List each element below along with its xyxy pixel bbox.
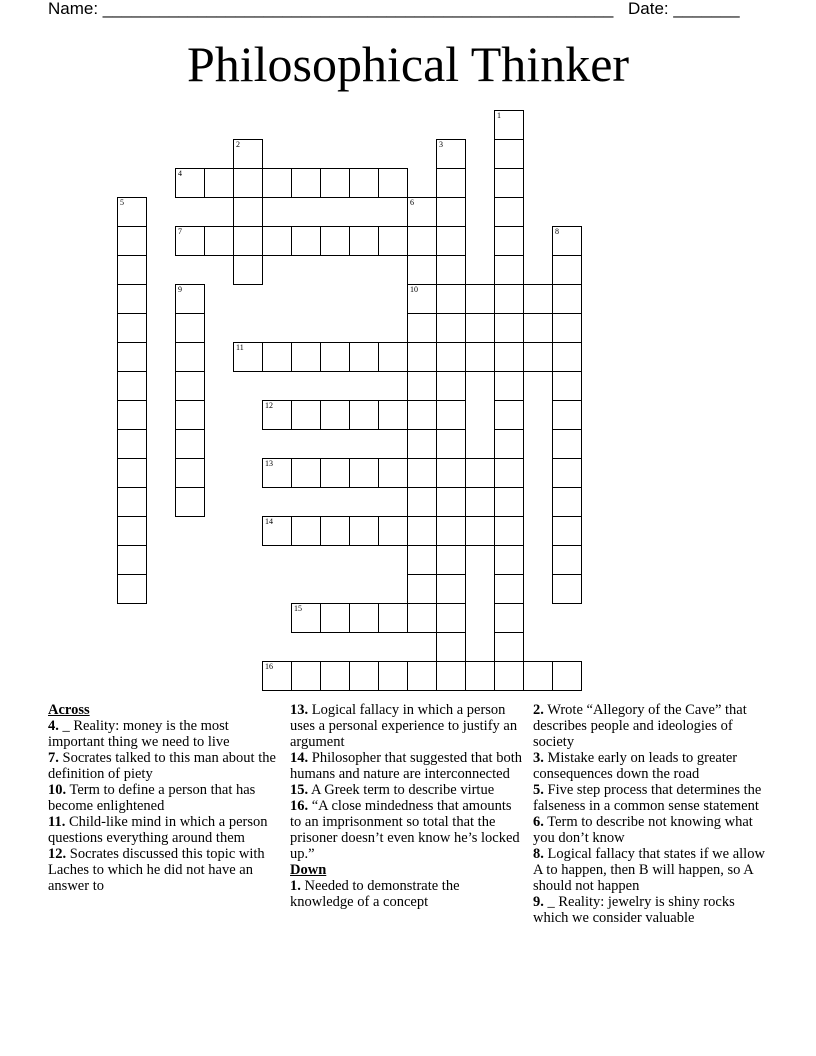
crossword-cell[interactable] xyxy=(407,371,437,401)
crossword-cell[interactable] xyxy=(349,226,379,256)
cell-number: 12 xyxy=(265,401,273,410)
crossword-cell[interactable] xyxy=(349,516,379,546)
crossword-cell[interactable] xyxy=(407,197,437,227)
crossword-cell[interactable] xyxy=(407,661,437,691)
crossword-cell[interactable] xyxy=(494,226,524,256)
clue-text: _ Reality: money is the most important thing we need to live xyxy=(48,718,230,750)
crossword-cell[interactable] xyxy=(465,458,495,488)
crossword-cell[interactable] xyxy=(552,284,582,314)
crossword-cell[interactable] xyxy=(407,545,437,575)
crossword-cell[interactable] xyxy=(175,371,205,401)
crossword-cell[interactable] xyxy=(407,429,437,459)
crossword-cell[interactable] xyxy=(552,255,582,285)
clue-text: Term to describe not knowing what you don’t know xyxy=(533,814,753,846)
crossword-cell[interactable] xyxy=(436,371,466,401)
crossword-cell[interactable] xyxy=(494,342,524,372)
crossword-cell[interactable] xyxy=(552,545,582,575)
crossword-cell[interactable] xyxy=(320,342,350,372)
clue-text: Philosopher that suggested that both humans and nature are interconnected xyxy=(290,750,522,782)
crossword-cell[interactable] xyxy=(436,226,466,256)
clue-number: 16. xyxy=(290,798,309,814)
crossword-cell[interactable] xyxy=(262,342,292,372)
crossword-cell[interactable] xyxy=(349,603,379,633)
clue-text: A Greek term to describe virtue xyxy=(308,782,495,798)
cell-number: 7 xyxy=(178,227,182,236)
crossword-cell[interactable] xyxy=(204,226,234,256)
crossword-cell[interactable] xyxy=(436,168,466,198)
crossword-cell[interactable] xyxy=(436,487,466,517)
crossword-cell[interactable] xyxy=(407,284,437,314)
crossword-cell[interactable] xyxy=(552,458,582,488)
crossword-cell[interactable] xyxy=(436,458,466,488)
clue-item xyxy=(533,846,769,894)
cell-number: 6 xyxy=(410,198,414,207)
clue-text: Mistake early on leads to greater consequences down the road xyxy=(533,750,738,782)
cell-number: 13 xyxy=(265,459,273,468)
crossword-cell[interactable] xyxy=(552,487,582,517)
crossword-cell[interactable] xyxy=(407,574,437,604)
crossword-cell[interactable] xyxy=(175,487,205,517)
crossword-cell[interactable] xyxy=(320,168,350,198)
clues-column-1 xyxy=(48,702,280,894)
crossword-cell[interactable] xyxy=(349,661,379,691)
crossword-cell[interactable] xyxy=(552,516,582,546)
crossword-cell[interactable] xyxy=(494,313,524,343)
crossword-cell[interactable] xyxy=(552,400,582,430)
crossword-cell[interactable] xyxy=(262,516,292,546)
clue-item xyxy=(533,814,769,846)
cell-number: 11 xyxy=(236,343,244,352)
crossword-cell[interactable] xyxy=(349,342,379,372)
crossword-cell[interactable] xyxy=(552,574,582,604)
clue-text: _ Reality: jewelry is shiny rocks which we consider valuable xyxy=(533,894,735,926)
crossword-cell[interactable] xyxy=(117,255,147,285)
crossword-cell[interactable] xyxy=(117,458,147,488)
crossword-cell[interactable] xyxy=(320,400,350,430)
crossword-cell[interactable] xyxy=(175,226,205,256)
crossword-cell[interactable] xyxy=(494,545,524,575)
crossword-cell[interactable] xyxy=(320,661,350,691)
crossword-cell[interactable] xyxy=(262,458,292,488)
crossword-cell[interactable] xyxy=(378,603,408,633)
clue-text: Five step process that determines the falseness in a common sense statement xyxy=(533,782,762,814)
crossword-cell[interactable] xyxy=(407,226,437,256)
crossword-cell[interactable] xyxy=(378,342,408,372)
across-heading: Across xyxy=(48,702,90,718)
clue-item xyxy=(48,750,280,782)
crossword-cell[interactable] xyxy=(378,400,408,430)
crossword-cell[interactable] xyxy=(407,342,437,372)
clue-item xyxy=(290,798,526,862)
cell-number: 5 xyxy=(120,198,124,207)
clue-number: 10. xyxy=(48,782,67,798)
crossword-cell[interactable] xyxy=(291,168,321,198)
crossword-cell[interactable] xyxy=(233,255,263,285)
clue-number: 4. xyxy=(48,718,59,734)
crossword-cell[interactable] xyxy=(117,429,147,459)
clue-item xyxy=(48,718,280,750)
crossword-cell[interactable] xyxy=(349,400,379,430)
crossword-cell[interactable] xyxy=(494,168,524,198)
crossword-cell[interactable] xyxy=(436,429,466,459)
crossword-cell[interactable] xyxy=(117,226,147,256)
cell-number: 2 xyxy=(236,140,240,149)
crossword-cell[interactable] xyxy=(233,342,263,372)
crossword-cell[interactable] xyxy=(117,342,147,372)
crossword-cell[interactable] xyxy=(494,429,524,459)
clue-number: 3. xyxy=(533,750,544,766)
cell-number: 1 xyxy=(497,111,501,120)
crossword-cell[interactable] xyxy=(378,661,408,691)
cell-number: 15 xyxy=(294,604,302,613)
crossword-cell[interactable] xyxy=(262,168,292,198)
clue-text: “A close mindedness that amounts to an imprisonment so total that the prisoner doesn’t even know he’s locked up.” xyxy=(290,798,520,862)
clue-number: 1. xyxy=(290,878,301,894)
clues-column-3 xyxy=(533,702,769,926)
crossword-cell[interactable] xyxy=(320,226,350,256)
crossword-cell[interactable] xyxy=(436,139,466,169)
crossword-cell[interactable] xyxy=(465,661,495,691)
clue-item xyxy=(533,702,769,750)
clue-number: 11. xyxy=(48,814,66,830)
crossword-cell[interactable] xyxy=(552,313,582,343)
crossword-cell[interactable] xyxy=(465,516,495,546)
crossword-cell[interactable] xyxy=(494,197,524,227)
clue-item xyxy=(290,750,526,782)
crossword-cell[interactable] xyxy=(436,400,466,430)
crossword-cell[interactable] xyxy=(378,458,408,488)
clue-number: 13. xyxy=(290,702,309,718)
clue-item xyxy=(48,782,280,814)
clue-text: Needed to demonstrate the knowledge of a concept xyxy=(290,878,460,910)
crossword-cell[interactable] xyxy=(291,458,321,488)
clue-text: Child-like mind in which a person questions everything around them xyxy=(48,814,268,846)
crossword-cell[interactable] xyxy=(436,545,466,575)
crossword-cell[interactable] xyxy=(117,197,147,227)
crossword-cell[interactable] xyxy=(436,632,466,662)
crossword-cell[interactable] xyxy=(407,458,437,488)
crossword-cell[interactable] xyxy=(436,574,466,604)
clue-number: 12. xyxy=(48,846,67,862)
crossword-cell[interactable] xyxy=(494,255,524,285)
crossword-cell[interactable] xyxy=(349,168,379,198)
cell-number: 16 xyxy=(265,662,273,671)
crossword-cell[interactable] xyxy=(175,458,205,488)
clue-item xyxy=(533,750,769,782)
clue-number: 9. xyxy=(533,894,544,910)
crossword-cell[interactable] xyxy=(494,603,524,633)
crossword-cell[interactable] xyxy=(494,516,524,546)
crossword-cell[interactable] xyxy=(291,603,321,633)
crossword-cell[interactable] xyxy=(233,226,263,256)
crossword-cell[interactable] xyxy=(552,226,582,256)
crossword-cell[interactable] xyxy=(407,516,437,546)
clues-column-2 xyxy=(290,702,526,910)
crossword-cell[interactable] xyxy=(262,400,292,430)
crossword-cell[interactable] xyxy=(320,458,350,488)
crossword-cell[interactable] xyxy=(523,284,553,314)
crossword-cell[interactable] xyxy=(117,516,147,546)
crossword-cell[interactable] xyxy=(117,313,147,343)
crossword-cell[interactable] xyxy=(407,255,437,285)
cell-number: 8 xyxy=(555,227,559,236)
cell-number: 9 xyxy=(178,285,182,294)
clue-text: Term to define a person that has become enlightened xyxy=(48,782,256,814)
crossword-cell[interactable] xyxy=(262,661,292,691)
crossword-cell[interactable] xyxy=(465,342,495,372)
crossword-cell[interactable] xyxy=(494,487,524,517)
crossword-cell[interactable] xyxy=(494,574,524,604)
crossword-cell[interactable] xyxy=(436,197,466,227)
crossword-cell[interactable] xyxy=(494,139,524,169)
clue-item xyxy=(533,782,769,814)
crossword-cell[interactable] xyxy=(117,574,147,604)
crossword-cell[interactable] xyxy=(175,400,205,430)
clue-number: 5. xyxy=(533,782,544,798)
clue-number: 14. xyxy=(290,750,309,766)
cell-number: 10 xyxy=(410,285,418,294)
crossword-cell[interactable] xyxy=(291,400,321,430)
clue-text: Socrates talked to this man about the definition of piety xyxy=(48,750,276,782)
crossword-cell[interactable] xyxy=(436,661,466,691)
clue-item xyxy=(48,846,280,894)
clue-item xyxy=(290,702,526,750)
crossword-cell[interactable] xyxy=(552,342,582,372)
crossword-cell[interactable] xyxy=(436,313,466,343)
crossword-cell[interactable] xyxy=(262,226,292,256)
clue-number: 2. xyxy=(533,702,544,718)
crossword-cell[interactable] xyxy=(436,342,466,372)
crossword-cell[interactable] xyxy=(175,313,205,343)
date-field-label: Date: _______ xyxy=(628,0,740,18)
crossword-cell[interactable] xyxy=(494,661,524,691)
crossword-cell[interactable] xyxy=(117,371,147,401)
crossword-cell[interactable] xyxy=(117,400,147,430)
clue-item xyxy=(533,894,769,926)
clue-text: Socrates discussed this topic with Laches to which he did not have an answer to xyxy=(48,846,265,894)
crossword-cell[interactable] xyxy=(320,516,350,546)
down-heading: Down xyxy=(290,862,327,878)
crossword-cell[interactable] xyxy=(494,371,524,401)
crossword-cell[interactable] xyxy=(175,429,205,459)
crossword-cell[interactable] xyxy=(494,400,524,430)
crossword-cell[interactable] xyxy=(117,487,147,517)
crossword-cell[interactable] xyxy=(175,342,205,372)
crossword-cell[interactable] xyxy=(117,284,147,314)
clue-number: 15. xyxy=(290,782,309,798)
crossword-cell[interactable] xyxy=(523,661,553,691)
clue-item xyxy=(290,878,526,910)
crossword-cell[interactable] xyxy=(407,400,437,430)
crossword-cell[interactable] xyxy=(552,661,582,691)
crossword-cell[interactable] xyxy=(117,545,147,575)
crossword-cell[interactable] xyxy=(407,487,437,517)
cell-number: 4 xyxy=(178,169,182,178)
crossword-cell[interactable] xyxy=(494,284,524,314)
cell-number: 14 xyxy=(265,517,273,526)
crossword-cell[interactable] xyxy=(291,516,321,546)
crossword-cell[interactable] xyxy=(233,197,263,227)
clue-number: 7. xyxy=(48,750,59,766)
clue-number: 8. xyxy=(533,846,544,862)
crossword-cell[interactable] xyxy=(349,458,379,488)
crossword-cell[interactable] xyxy=(291,661,321,691)
crossword-cell[interactable] xyxy=(175,168,205,198)
crossword-cell[interactable] xyxy=(378,226,408,256)
crossword-cell[interactable] xyxy=(320,603,350,633)
crossword-cell[interactable] xyxy=(378,516,408,546)
crossword-cell[interactable] xyxy=(465,284,495,314)
crossword-cell[interactable] xyxy=(494,632,524,662)
crossword-cell[interactable] xyxy=(436,603,466,633)
crossword-cell[interactable] xyxy=(436,284,466,314)
crossword-cell[interactable] xyxy=(552,371,582,401)
clue-number: 6. xyxy=(533,814,544,830)
crossword-cell[interactable] xyxy=(233,168,263,198)
crossword-cell[interactable] xyxy=(291,342,321,372)
clue-text: Wrote “Allegory of the Cave” that describes people and ideologies of society xyxy=(533,702,747,750)
crossword-cell[interactable] xyxy=(407,313,437,343)
crossword-cell[interactable] xyxy=(175,284,205,314)
name-field-label: Name: ______________________________________________________ xyxy=(48,0,614,18)
page-title: Philosophical Thinker xyxy=(186,36,630,92)
cell-number: 3 xyxy=(439,140,443,149)
crossword-cell[interactable] xyxy=(523,342,553,372)
crossword-cell[interactable] xyxy=(552,429,582,459)
crossword-cell[interactable] xyxy=(436,516,466,546)
crossword-cell[interactable] xyxy=(494,110,524,140)
crossword-cell[interactable] xyxy=(436,255,466,285)
crossword-cell[interactable] xyxy=(378,168,408,198)
clue-item xyxy=(290,782,526,798)
crossword-cell[interactable] xyxy=(407,603,437,633)
crossword-cell[interactable] xyxy=(494,458,524,488)
crossword-cell[interactable] xyxy=(291,226,321,256)
clue-item xyxy=(48,814,280,846)
crossword-cell[interactable] xyxy=(233,139,263,169)
clue-text: Logical fallacy in which a person uses a personal experience to justify an argument xyxy=(290,702,518,750)
crossword-cell[interactable] xyxy=(204,168,234,198)
clue-text: Logical fallacy that states if we allow A to happen, then B will happen, so A should not happen xyxy=(533,846,765,894)
